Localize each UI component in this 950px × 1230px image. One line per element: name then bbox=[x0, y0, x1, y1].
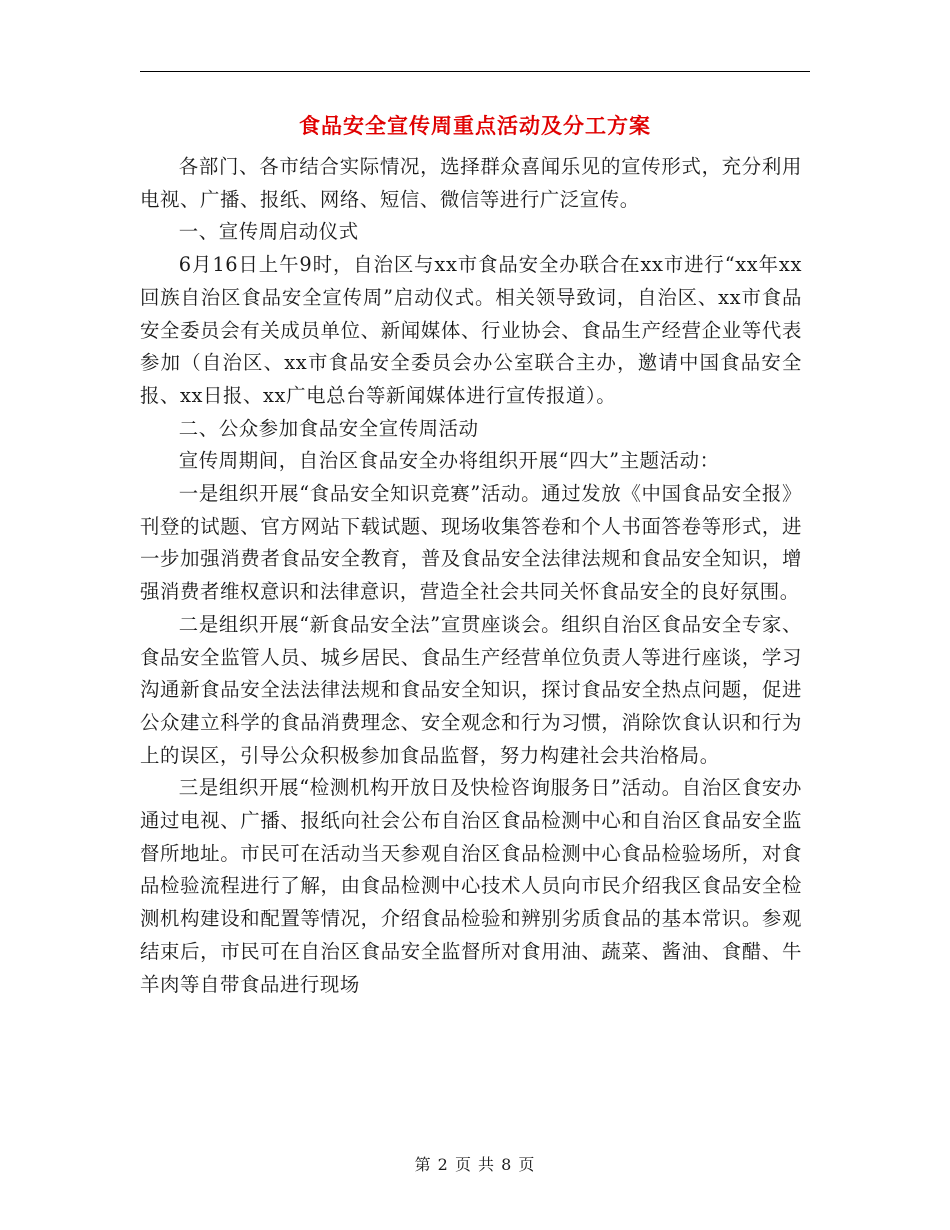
paragraph-week: 宣传周期间，自治区食品安全办将组织开展“四大”主题活动： bbox=[178, 449, 720, 473]
paragraph-activity-2: 二是组织开展“新食品安全法”宣贯座谈会。组织自治区食品安全专家、食品安全监管人员、城乡居民、食品生产经营单位负责人等进行座谈，学习沟通新食品安全法法律法规和食品安全知识，探讨食品安全热点问题，促进公众建立科学的食品消费理念、安全观念和行为习惯，消除饮食认识和行为上的误区，引导公众积极参加食品监督，努力构建社会共治格局。 bbox=[140, 612, 802, 767]
header-rule bbox=[140, 71, 810, 72]
section-heading-launch: 一、宣传周启动仪式 bbox=[178, 220, 359, 244]
page-number: 第 2 页 共 8 页 bbox=[414, 1155, 536, 1174]
paragraph-launch: 6月16日上午9时，自治区与xx市食品安全办联合在xx市进行“xx年xx回族自治区食品安全宣传周”启动仪式。相关领导致词，自治区、xx市食品安全委员会有关成员单位、新闻媒体、行业协会、食品生产经营企业等代表参加（自治区、xx市食品安全委员会办公室联合主办，邀请中国食品安全报、xx日报、xx广电总台等新闻媒体进行宣传报道）。 bbox=[140, 253, 802, 407]
paragraph-activity-1: 一是组织开展“食品安全知识竞赛”活动。通过发放《中国食品安全报》刊登的试题、官方网站下载试题、现场收集答卷和个人书面答卷等形式，进一步加强消费者食品安全教育，普及食品安全法律法规和食品安全知识，增强消费者维权意识和法律意识，营造全社会共同关怀食品安全的良好氛围。 bbox=[140, 482, 802, 604]
section-heading-public: 二、公众参加食品安全宣传周活动 bbox=[178, 416, 479, 440]
paragraph-intro: 各部门、各市结合实际情况，选择群众喜闻乐见的宣传形式，充分利用电视、广播、报纸、网络、短信、微信等进行广泛宣传。 bbox=[140, 155, 802, 211]
paragraph-activity-3: 三是组织开展“检测机构开放日及快检咨询服务日”活动。自治区食安办通过电视、广播、报纸向社会公布自治区食品检测中心和自治区食品安全监督所地址。市民可在活动当天参观自治区食品检测中心食品检验场所，对食品检验流程进行了解，由食品检测中心技术人员向市民介绍我区食品安全检测机构建设和配置等情况，介绍食品检验和辨别劣质食品的基本常识。参观结束后，市民可在自治区食品安全监督所对食用油、蔬菜、酱油、食醋、牛羊肉等自带食品进行现场 bbox=[140, 776, 802, 996]
document-body bbox=[140, 151, 802, 1001]
document-title: 食品安全宣传周重点活动及分工方案 bbox=[299, 113, 651, 138]
